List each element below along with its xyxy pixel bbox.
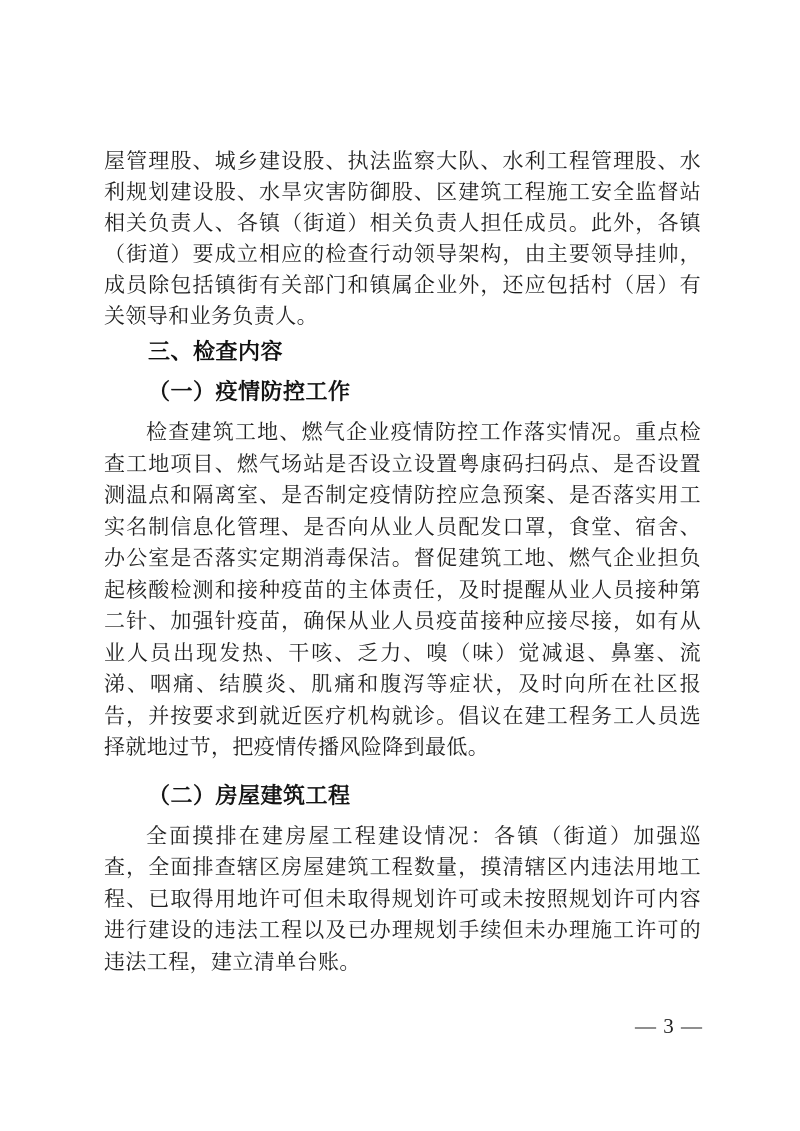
page-number: — 3 — <box>635 1014 703 1038</box>
subsection-paragraph-epidemic-prevention: 检查建筑工地、燃气企业疫情防控工作落实情况。重点检查工地项目、燃气场站是否设立设置粤康码扫码点、是否设置测温点和隔离室、是否制定疫情防控应急预案、是否落实用工实名制信息化管理、是否向从业人员配发口罩，食堂、宿舍、办公室是否落实定期消毒保洁。督促建筑工地、燃气企业担负起核酸检测和接种疫苗的主体责任，及时提醒从业人员接种第二针、加强针疫苗，确保从业人员疫苗接种应接尽接，如有从业人员出现发热、干咳、乏力、嗅（味）觉减退、鼻塞、流涕、咽痛、结膜炎、肌痛和腹泻等症状，及时向所在社区报告，并按要求到就近医疗机构就诊。倡议在建工程务工人员选择就地过节，把疫情传播风险降到最低。 <box>104 420 701 759</box>
subsection-heading-epidemic-prevention: （一）疫情防控工作 <box>148 379 351 404</box>
continuation-paragraph: 屋管理股、城乡建设股、执法监察大队、水利工程管理股、水利规划建设股、水旱灾害防御股、区建筑工程施工安全监督站相关负责人、各镇（街道）相关负责人担任成员。此外，各镇（街道）要成立相应的检查行动领导架构，由主要领导挂帅，成员除包括镇街有关部门和镇属企业外，还应包括村（居）有关领导和业务负责人。 <box>104 149 701 328</box>
section-heading-inspection-content: 三、检查内容 <box>148 339 284 364</box>
document-content <box>104 146 701 978</box>
subsection-heading-housing-construction: （二）房屋建筑工程 <box>148 782 351 808</box>
subsection-paragraph-housing-construction: 全面摸排在建房屋工程建设情况：各镇（街道）加强巡查，全面排查辖区房屋建筑工程数量，摸清辖区内违法用地工程、已取得用地许可但未取得规划许可或未按照规划许可内容进行建设的违法工程以及已办理规划手续但未办理施工许可的违法工程，建立清单台账。 <box>104 823 701 974</box>
